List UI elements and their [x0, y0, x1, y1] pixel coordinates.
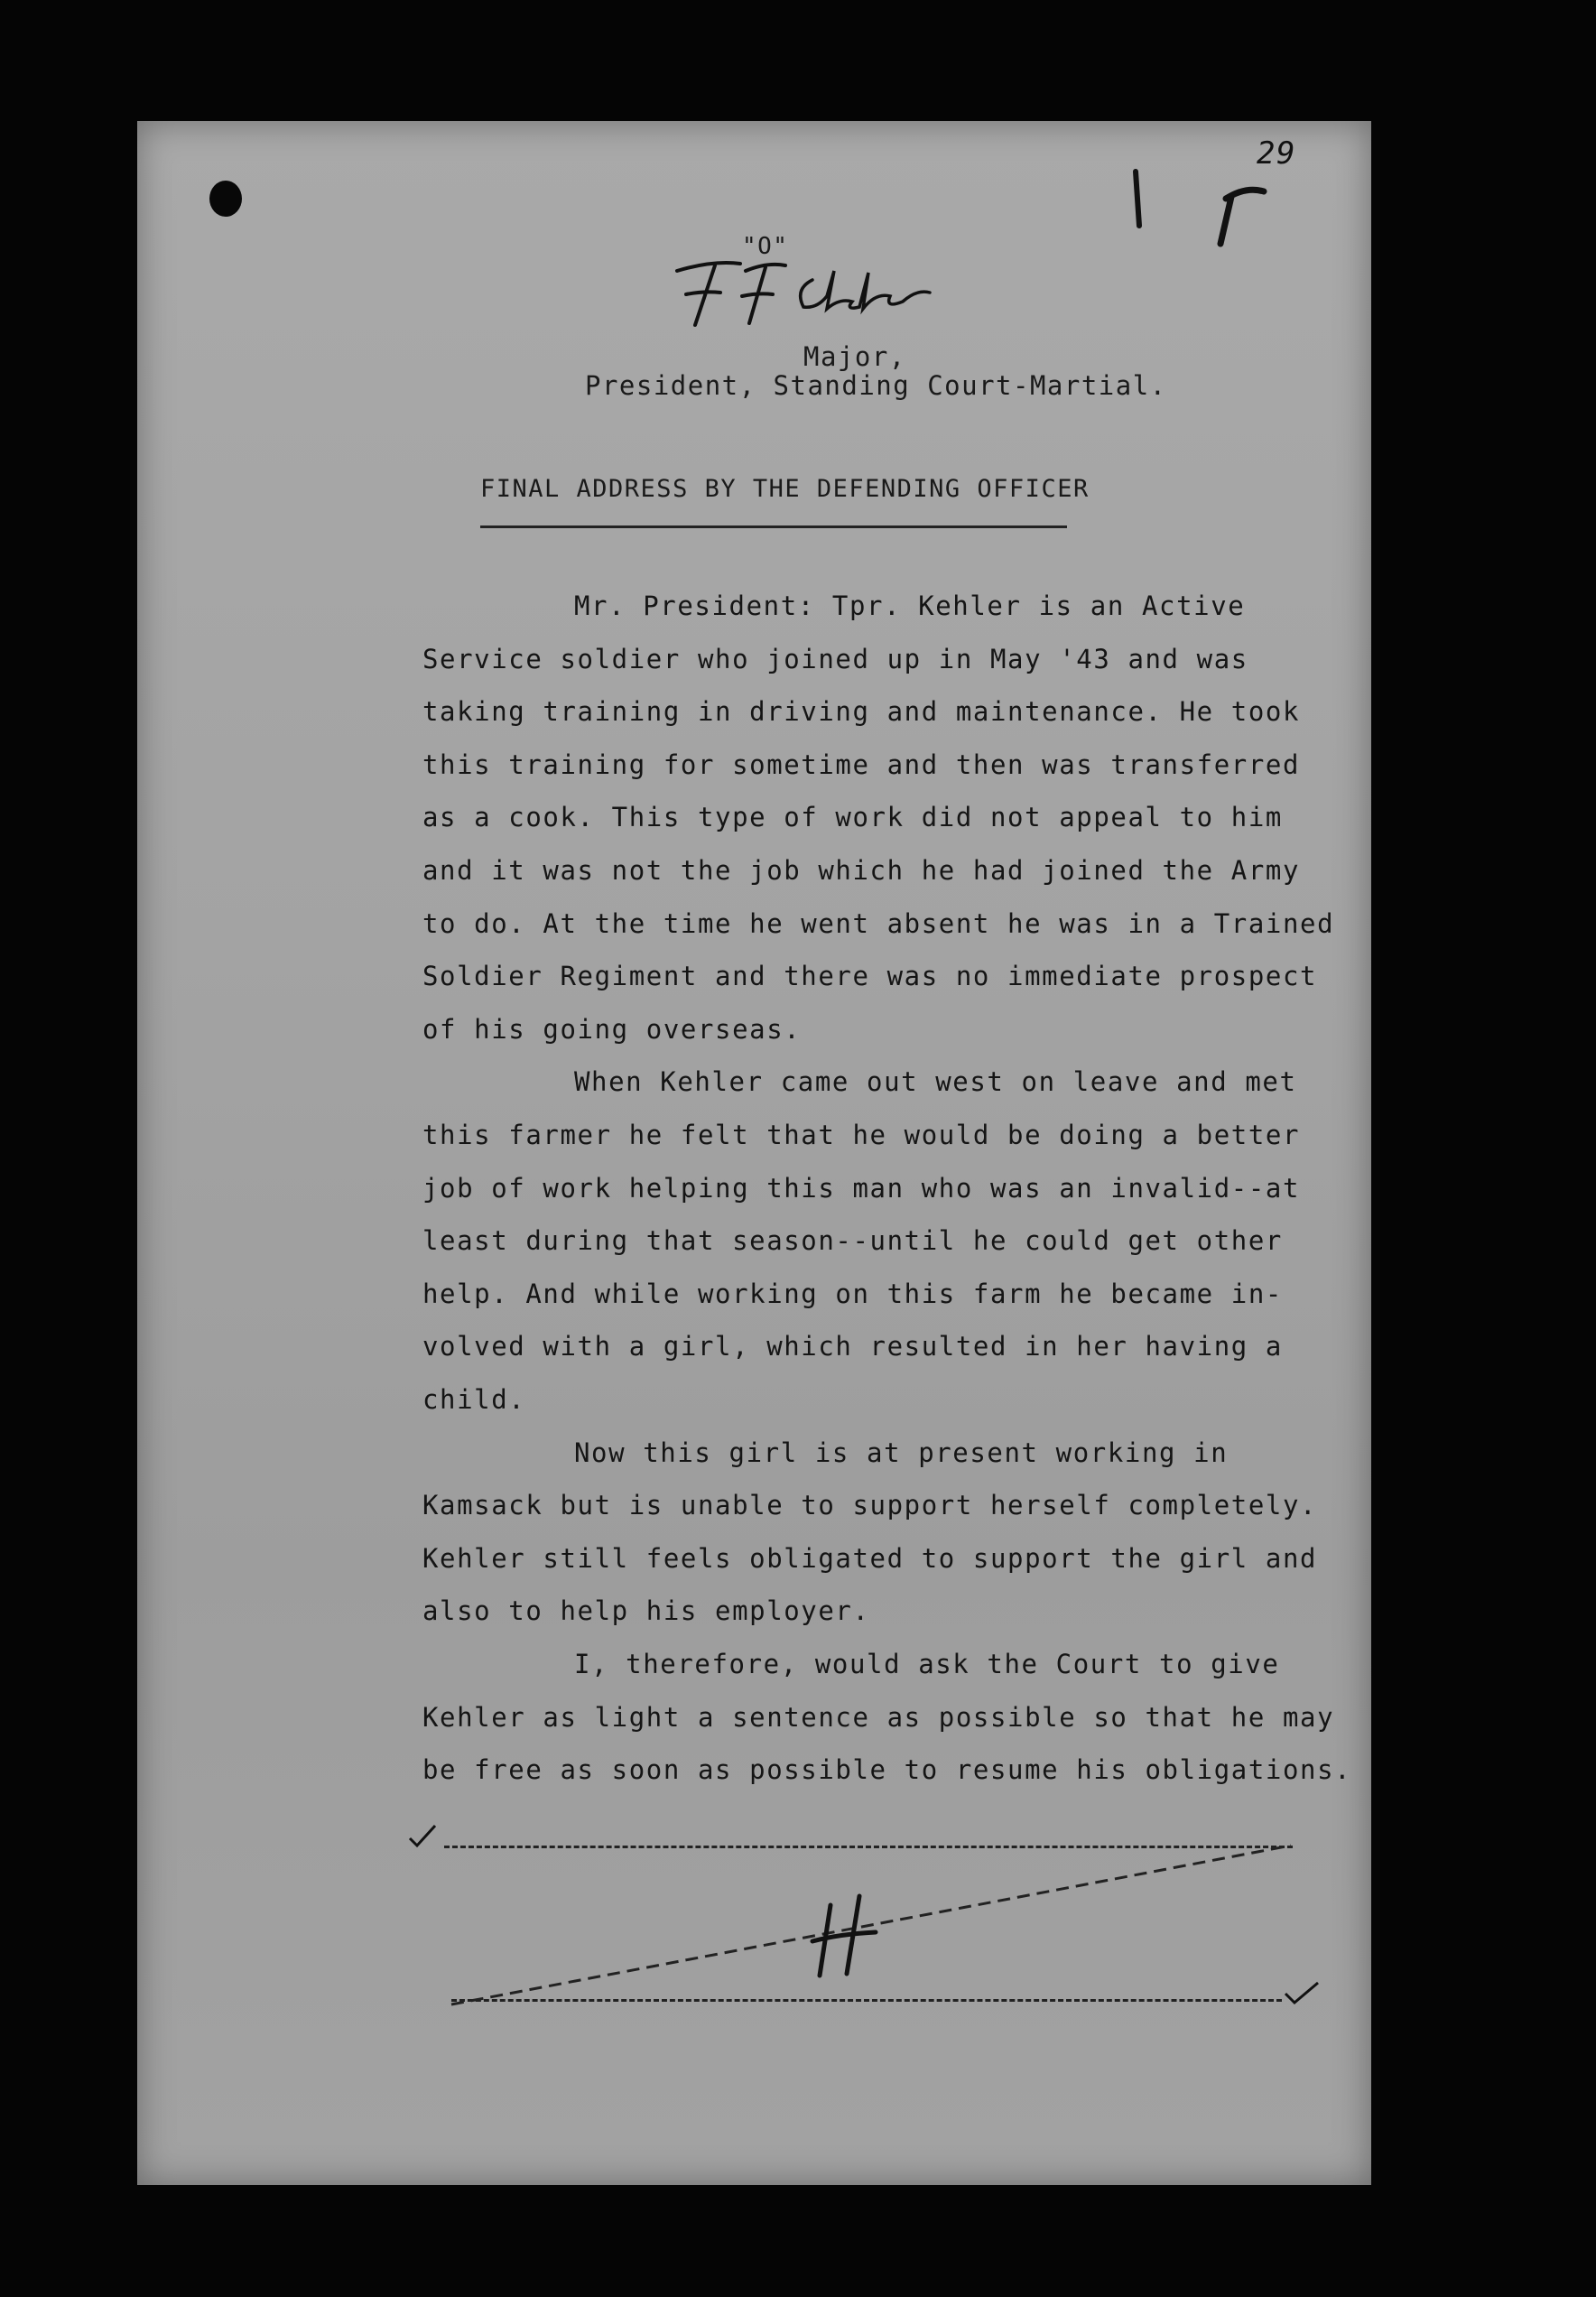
punch-hole [209, 181, 242, 217]
paragraph-line: Kamsack but is unable to support herself completely. [422, 1490, 1318, 1521]
paragraph-line: volved with a girl, which resulted in her having a [422, 1331, 1283, 1362]
handwritten-initials [803, 1887, 885, 1986]
paragraph-line: child. [422, 1384, 526, 1415]
paragraph-line: Kehler still feels obligated to support the girl and [422, 1542, 1318, 1574]
paragraph-line: Kehler as light a sentence as possible so that he may [422, 1701, 1335, 1733]
paragraph-line: this farmer he felt that he would be doing a better [422, 1120, 1301, 1150]
heading-underline [480, 525, 1067, 528]
paragraph-line: and it was not the job which he had joined the Army [422, 855, 1301, 886]
signature-mark: "O" [742, 233, 789, 260]
paragraph-line: help. And while working on this farm he became in- [422, 1278, 1283, 1309]
paragraph-line: taking training in driving and maintenance. He took [422, 696, 1301, 728]
page-number-handwritten [1119, 135, 1336, 280]
paragraph-line: I, therefore, would ask the Court to give [574, 1649, 1280, 1679]
document-heading: FINAL ADDRESS BY THE DEFENDING OFFICER [480, 475, 1090, 503]
paragraph-line: Service soldier who joined up in May '43 and was [422, 643, 1248, 674]
signature-title: President, Standing Court-Martial. [585, 370, 1167, 401]
check-mark-icon [1282, 1977, 1322, 2006]
paragraph-line: job of work helping this man who was an invalid--at [422, 1172, 1301, 1204]
closing-dashed-line-bottom [451, 1999, 1282, 2002]
paragraph-line: this training for sometime and then was transferred [422, 749, 1301, 780]
check-mark-icon [406, 1822, 439, 1849]
paragraph-line: as a cook. This type of work did not appeal to him [422, 802, 1283, 833]
paragraph-line: to do. At the time he went absent he was in a Trained [422, 907, 1335, 939]
paragraph-line: of his going overseas. [422, 1013, 802, 1045]
paragraph-line: least during that season--until he could get other [422, 1225, 1283, 1257]
paragraph-line: Now this girl is at present working in [574, 1437, 1229, 1468]
paragraph-line: Soldier Regiment and there was no immediate prospect [422, 961, 1318, 992]
paragraph-line: be free as soon as possible to resume his obligations. [422, 1754, 1352, 1786]
signature [659, 253, 957, 343]
paragraph-line: also to help his employer. [422, 1595, 870, 1627]
page-number: 29 [1257, 135, 1296, 172]
signature-rank: Major, [803, 341, 906, 372]
paragraph-line: Mr. President: Tpr. Kehler is an Active [574, 591, 1246, 621]
paragraph-line: When Kehler came out west on leave and met [574, 1066, 1297, 1098]
